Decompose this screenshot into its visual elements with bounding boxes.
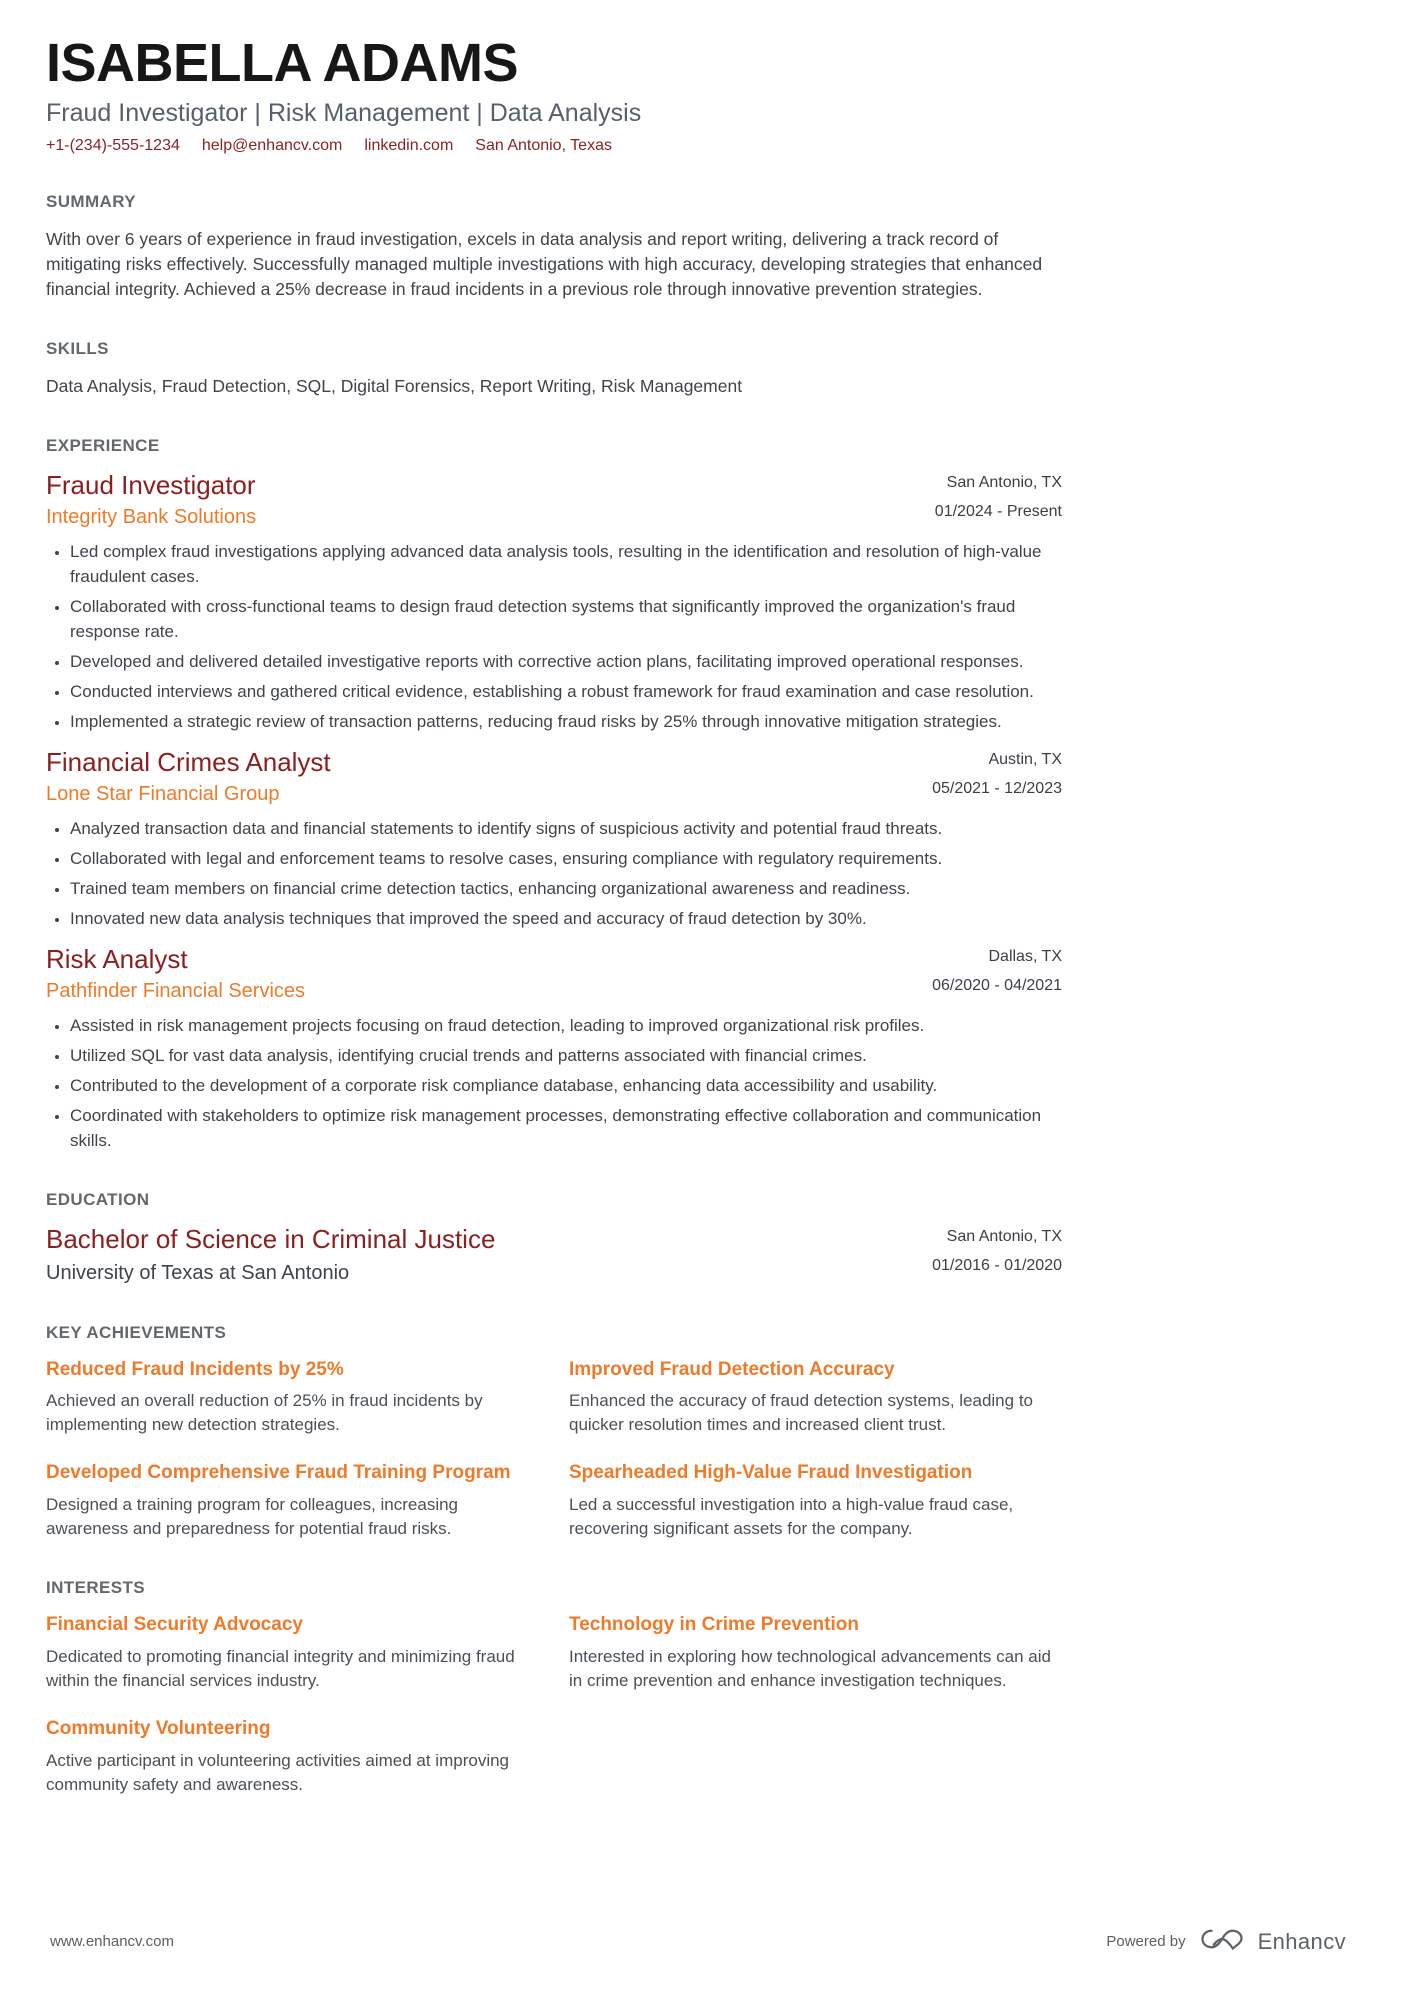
- achievement-title: Reduced Fraud Incidents by 25%: [46, 1358, 344, 1380]
- powered-by-label: Powered by: [1106, 1933, 1186, 1950]
- job-bullets: [46, 816, 1062, 931]
- achievement-item: [46, 1461, 539, 1541]
- interest-text: Interested in exploring how technological advancements can aid in crime prevention and enhance investigation techniques.: [569, 1646, 1051, 1690]
- interest-title: Community Volunteering: [46, 1717, 271, 1739]
- job-bullet: • Innovated new data analysis techniques that improved the speed and accuracy of fraud detection by 30%.: [70, 906, 1062, 931]
- job-title: Financial Crimes Analyst: [46, 746, 331, 777]
- phone-number: +1-(234)-555-1234: [46, 137, 180, 155]
- job-bullet: • Analyzed transaction data and financial statements to identify signs of suspicious activity and potential fraud threats.: [70, 816, 1062, 841]
- candidate-headline: Fraud Investigator | Risk Management | Data Analysis: [46, 99, 642, 128]
- interests-heading: INTERESTS: [46, 1578, 146, 1598]
- job-entry: [46, 471, 1062, 734]
- summary-heading: SUMMARY: [46, 192, 136, 212]
- enhancv-brand-name: Enhancv: [1257, 1928, 1346, 1954]
- job-title-block: [46, 471, 256, 529]
- interest-text: Active participant in volunteering activities aimed at improving community safety and awareness.: [46, 1750, 510, 1794]
- achievement-item: [569, 1358, 1062, 1438]
- job-bullet: • Collaborated with cross-functional teams to design fraud detection systems that significantly improved the organization's fraud response rate.: [70, 594, 1062, 644]
- job-bullet: • Developed and delivered detailed investigative reports with corrective action plans, facilitating improved operational responses.: [70, 649, 1062, 674]
- skills-heading: SKILLS: [46, 339, 109, 359]
- enhancv-logo-icon: [1199, 1926, 1245, 1957]
- interest-item: [46, 1717, 539, 1797]
- job-dates: 01/2024 - Present: [934, 503, 1062, 521]
- job-meta: [932, 748, 1062, 799]
- job-company: Integrity Bank Solutions: [46, 505, 257, 528]
- education-location: San Antonio, TX: [946, 1227, 1062, 1245]
- job-title-block: [46, 945, 305, 1003]
- job-bullet: • Collaborated with legal and enforcement teams to resolve cases, ensuring compliance with regulatory requirements.: [70, 846, 1062, 871]
- job-company: Pathfinder Financial Services: [46, 979, 306, 1002]
- powered-by-group: [1106, 1926, 1346, 1957]
- job-company: Lone Star Financial Group: [46, 782, 280, 805]
- achievement-text: Achieved an overall reduction of 25% in fraud incidents by implementing new detection strategies.: [46, 1391, 483, 1435]
- achievements-section: [46, 1323, 1062, 1542]
- job-header: [46, 471, 1062, 529]
- interest-item: [569, 1613, 1062, 1693]
- degree-title: Bachelor of Science in Criminal Justice: [46, 1223, 496, 1254]
- job-bullet: • Trained team members on financial crime detection tactics, enhancing organizational awareness and readiness.: [70, 876, 1062, 901]
- job-location: San Antonio, TX: [946, 474, 1062, 492]
- enhancv-url-link[interactable]: www.enhancv.com: [50, 1933, 174, 1950]
- achievements-grid: [46, 1358, 1062, 1542]
- interest-title: Financial Security Advocacy: [46, 1614, 303, 1636]
- achievement-item: [46, 1358, 539, 1438]
- achievement-text: Designed a training program for colleagues, increasing awareness and preparedness for potential fraud risks.: [46, 1495, 459, 1539]
- summary-section: [46, 192, 1062, 302]
- job-meta: [935, 471, 1062, 522]
- job-bullet: • Coordinated with stakeholders to optimize risk management processes, demonstrating effective collaboration and communication skills.: [70, 1103, 1062, 1153]
- job-title-block: [46, 748, 331, 806]
- school-name: University of Texas at San Antonio: [46, 1261, 350, 1284]
- job-bullets: [46, 539, 1062, 734]
- interest-title: Technology in Crime Prevention: [569, 1614, 859, 1636]
- skills-list: Data Analysis, Fraud Detection, SQL, Digital Forensics, Report Writing, Risk Management: [46, 376, 743, 397]
- job-bullet: • Assisted in risk management projects focusing on fraud detection, leading to improved organizational risk profiles.: [70, 1013, 1062, 1038]
- education-meta: [932, 1225, 1062, 1276]
- job-meta: [932, 945, 1062, 996]
- job-title: Fraud Investigator: [46, 470, 256, 501]
- job-entry: [46, 945, 1062, 1153]
- interests-grid: [46, 1613, 1062, 1797]
- interest-item: [46, 1613, 539, 1693]
- job-bullet: • Led complex fraud investigations applying advanced data analysis tools, resulting in the identification and resolution of high-value fraudulent cases.: [70, 539, 1062, 589]
- location-text: San Antonio, Texas: [475, 137, 612, 155]
- education-dates: 01/2016 - 01/2020: [932, 1256, 1062, 1274]
- job-bullets: [46, 1013, 1062, 1153]
- achievement-item: [569, 1461, 1062, 1541]
- job-header: [46, 945, 1062, 1003]
- achievement-text: Enhanced the accuracy of fraud detection systems, leading to quicker resolution times and increased client trust.: [569, 1391, 1033, 1435]
- job-dates: 05/2021 - 12/2023: [932, 779, 1062, 797]
- education-heading: EDUCATION: [46, 1189, 150, 1209]
- job-bullet: • Implemented a strategic review of transaction patterns, reducing fraud risks by 25% through innovative mitigation strategies.: [70, 709, 1062, 734]
- candidate-name: ISABELLA ADAMS: [46, 33, 518, 93]
- interests-section: [46, 1578, 1062, 1797]
- job-location: Austin, TX: [988, 750, 1062, 768]
- education-entry: [46, 1225, 1062, 1286]
- achievement-text: Led a successful investigation into a high-value fraud case, recovering significant assets for the company.: [569, 1495, 1014, 1539]
- education-section: [46, 1190, 1062, 1286]
- job-entry: [46, 748, 1062, 931]
- job-bullet: • Contributed to the development of a corporate risk compliance database, enhancing data accessibility and usability.: [70, 1073, 1062, 1098]
- job-dates: 06/2020 - 04/2021: [932, 976, 1062, 994]
- job-header: [46, 748, 1062, 806]
- job-bullet: • Utilized SQL for vast data analysis, identifying crucial trends and patterns associated with financial crimes.: [70, 1043, 1062, 1068]
- job-location: Dallas, TX: [988, 947, 1062, 965]
- page-footer: [0, 1926, 1410, 1957]
- email-link[interactable]: help@enhancv.com: [201, 137, 343, 155]
- experience-heading: EXPERIENCE: [46, 436, 160, 456]
- linkedin-link[interactable]: linkedin.com: [364, 137, 454, 155]
- achievement-title: Spearheaded High-Value Fraud Investigation: [569, 1462, 973, 1484]
- contact-row: [46, 137, 1062, 155]
- achievements-heading: KEY ACHIEVEMENTS: [46, 1322, 227, 1342]
- resume-header: [46, 33, 1062, 155]
- interest-text: Dedicated to promoting financial integrity and minimizing fraud within the financial services industry.: [46, 1646, 515, 1690]
- experience-section: [46, 436, 1062, 1153]
- achievement-title: Improved Fraud Detection Accuracy: [569, 1358, 895, 1380]
- job-title: Risk Analyst: [46, 943, 188, 974]
- education-title-block: [46, 1225, 495, 1286]
- skills-section: [46, 339, 1062, 399]
- achievement-title: Developed Comprehensive Fraud Training Program: [46, 1462, 511, 1484]
- job-bullet: • Conducted interviews and gathered critical evidence, establishing a robust framework for fraud examination and case resolution.: [70, 679, 1062, 704]
- summary-text: With over 6 years of experience in fraud investigation, excels in data analysis and report writing, delivering a track record of mitigating risks effectively. Successfully managed multiple investigations with high accuracy, developing strategies that enhanced financial integrity. Achieved a 25% decrease in fraud incidents in a previous role through innovative prevention strategies.: [46, 229, 1043, 300]
